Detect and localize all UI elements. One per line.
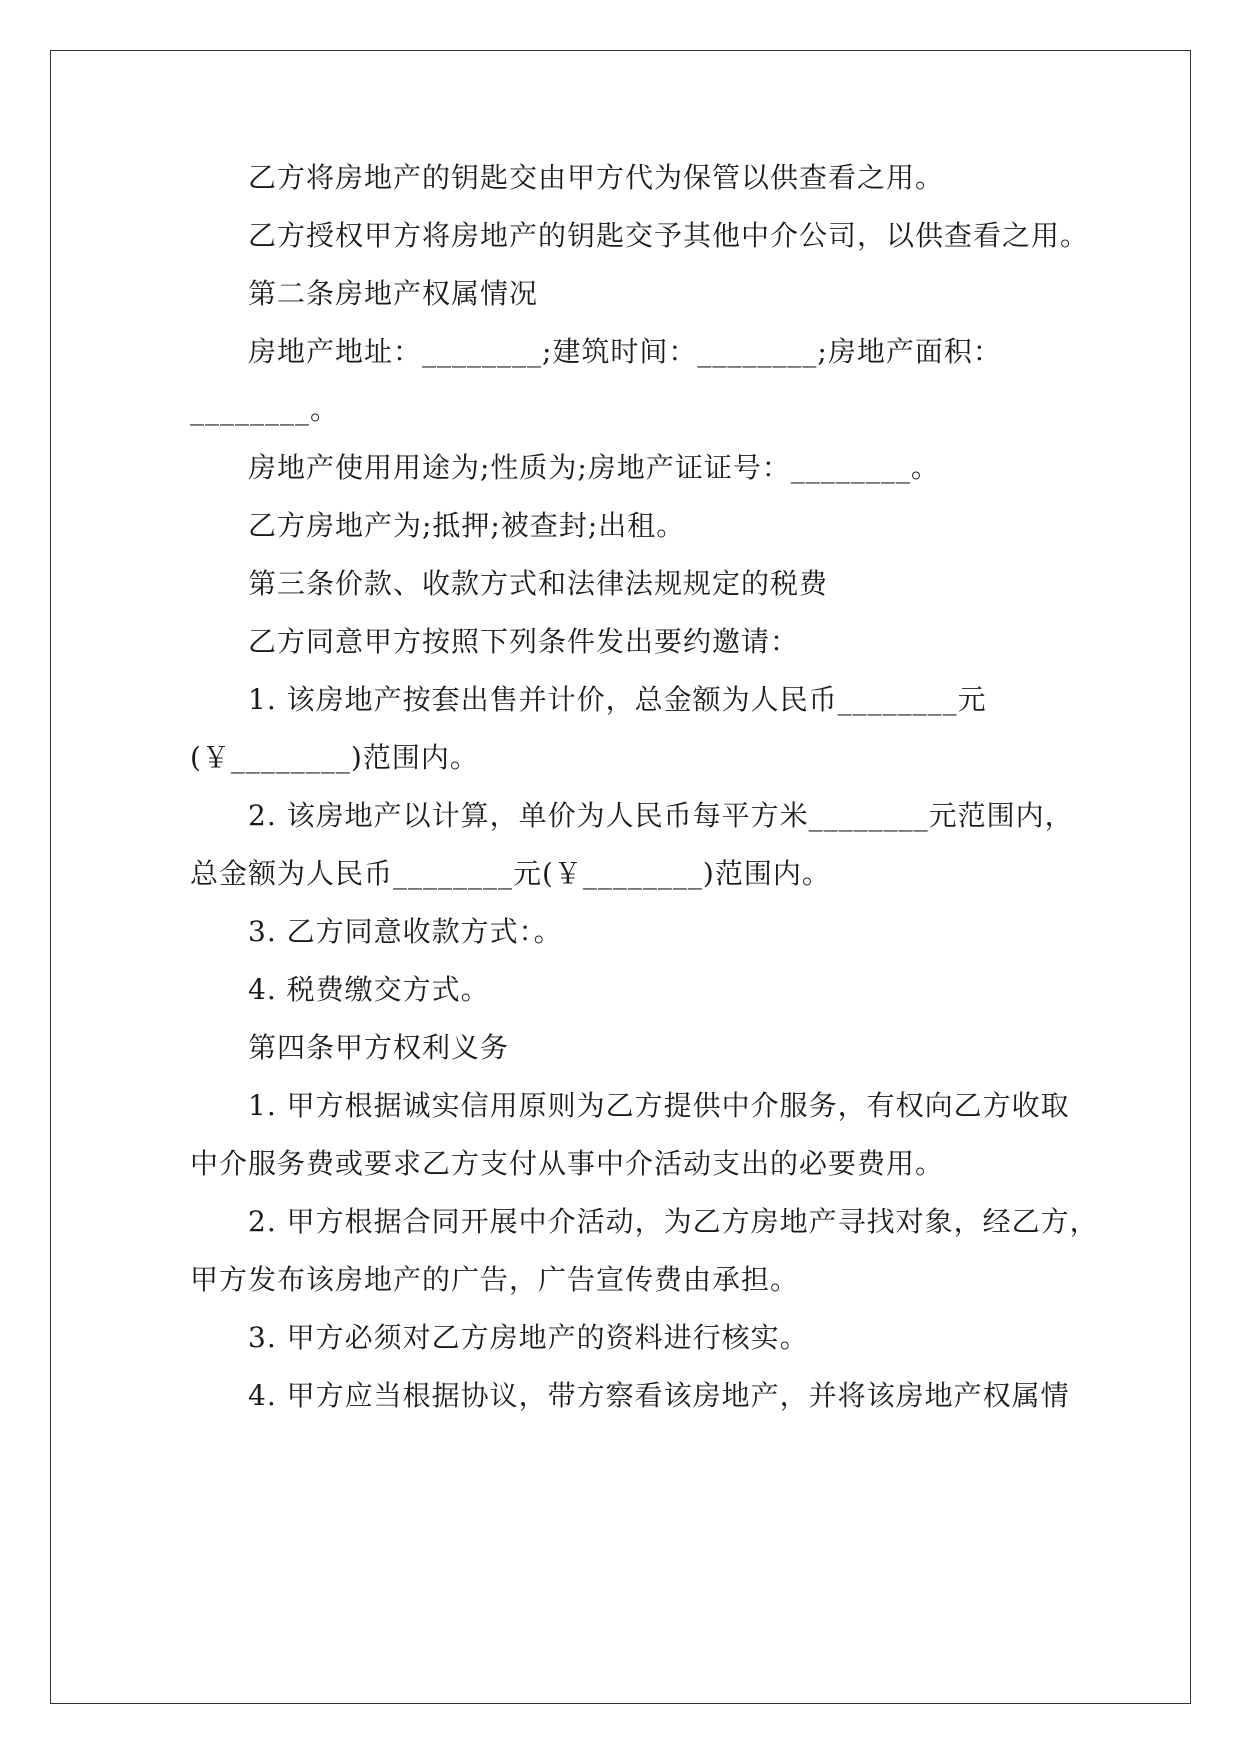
list-item: 2. 该房地产以计算，单价为人民币每平方米________元范围内， bbox=[248, 799, 1074, 832]
paragraph-line: (￥________)范围内。 bbox=[190, 741, 479, 774]
paragraph-line: 乙方将房地产的钥匙交由甲方代为保管以供查看之用。 bbox=[248, 161, 945, 194]
paragraph-line: 房地产地址：________;建筑时间：________;房地产面积： bbox=[248, 335, 1002, 368]
paragraph-line: 总金额为人民币________元(￥________)范围内。 bbox=[190, 857, 831, 890]
paragraph-line: 乙方房地产为;抵押;被查封;出租。 bbox=[248, 509, 686, 542]
paragraph-line: 乙方授权甲方将房地产的钥匙交予其他中介公司，以供查看之用。 bbox=[248, 219, 1090, 252]
list-item: 1. 甲方根据诚实信用原则为乙方提供中介服务，有权向乙方收取 bbox=[248, 1089, 1070, 1122]
paragraph-line: 房地产使用用途为;性质为;房地产证证号：________。 bbox=[248, 451, 940, 484]
paragraph-line: 中介服务费或要求乙方支付从事中介活动支出的必要费用。 bbox=[190, 1147, 945, 1180]
section-heading: 第四条甲方权利义务 bbox=[248, 1031, 510, 1064]
section-heading: 第二条房地产权属情况 bbox=[248, 277, 539, 310]
paragraph-line: 甲方发布该房地产的广告，广告宣传费由承担。 bbox=[190, 1263, 800, 1296]
list-item: 3. 甲方必须对乙方房地产的资料进行核实。 bbox=[248, 1321, 809, 1354]
list-item: 1. 该房地产按套出售并计价，总金额为人民币________元 bbox=[248, 683, 987, 716]
paragraph-line: 乙方同意甲方按照下列条件发出要约邀请： bbox=[248, 625, 800, 658]
list-item: 4. 甲方应当根据协议，带方察看该房地产，并将该房地产权属情 bbox=[248, 1379, 1070, 1412]
list-item: 4. 税费缴交方式。 bbox=[248, 973, 490, 1006]
list-item: 3. 乙方同意收款方式：。 bbox=[248, 915, 563, 948]
paragraph-line: ________。 bbox=[190, 393, 340, 426]
list-item: 2. 甲方根据合同开展中介活动，为乙方房地产寻找对象，经乙方， bbox=[248, 1205, 1099, 1238]
section-heading: 第三条价款、收款方式和法律法规规定的税费 bbox=[248, 567, 829, 600]
